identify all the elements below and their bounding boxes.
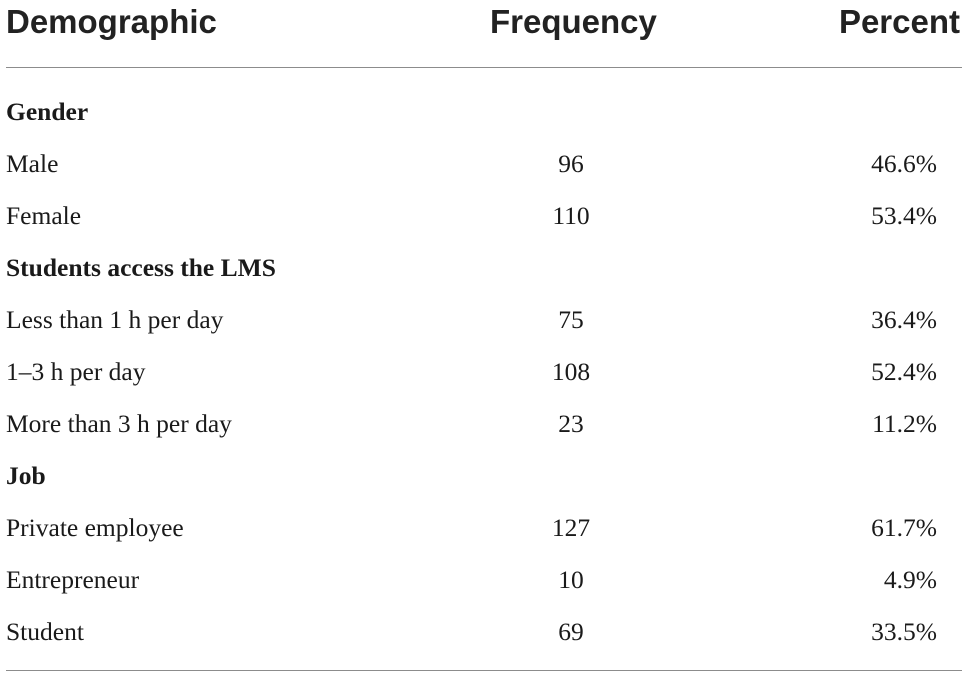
table-row (0, 606, 968, 658)
table-row (0, 346, 968, 398)
row-percent: 11.2% (872, 409, 937, 438)
row-label: Student (6, 617, 84, 646)
row-frequency: 75 (558, 305, 584, 334)
table-row (0, 294, 968, 346)
table-row (0, 190, 968, 242)
table-bottom-rule (6, 670, 962, 671)
row-label: Female (6, 201, 82, 230)
row-label: More than 3 h per day (6, 409, 232, 438)
section-row-gender (0, 86, 968, 138)
row-frequency: 23 (558, 409, 584, 438)
row-percent: 53.4% (871, 201, 937, 230)
section-label: Students access the LMS (6, 253, 276, 282)
table-row (0, 138, 968, 190)
row-percent: 46.6% (871, 149, 937, 178)
header-frequency: Frequency (490, 3, 657, 40)
table-row (0, 554, 968, 606)
table-header (0, 0, 968, 44)
row-percent: 36.4% (871, 305, 937, 334)
table-row (0, 502, 968, 554)
row-frequency: 108 (551, 357, 591, 386)
row-frequency: 110 (552, 201, 590, 230)
row-frequency: 69 (558, 617, 584, 646)
row-label: Private employee (6, 513, 184, 542)
table-row (0, 398, 968, 450)
row-percent: 33.5% (871, 617, 937, 646)
header-percent: Percent (838, 3, 960, 40)
row-percent: 61.7% (871, 513, 937, 542)
section-label: Job (6, 461, 46, 490)
section-row-lms-access (0, 242, 968, 294)
row-percent: 52.4% (871, 357, 937, 386)
row-label: Less than 1 h per day (6, 305, 224, 334)
row-label: Entrepreneur (6, 565, 140, 594)
row-percent: 4.9% (883, 565, 937, 594)
header-divider (6, 67, 962, 68)
row-label: 1–3 h per day (6, 357, 146, 386)
header-demographic: Demographic (6, 3, 217, 40)
row-frequency: 10 (558, 565, 584, 594)
section-label: Gender (6, 97, 89, 126)
section-row-job (0, 450, 968, 502)
row-frequency: 96 (558, 149, 584, 178)
row-frequency: 127 (551, 513, 591, 542)
row-label: Male (6, 149, 59, 178)
